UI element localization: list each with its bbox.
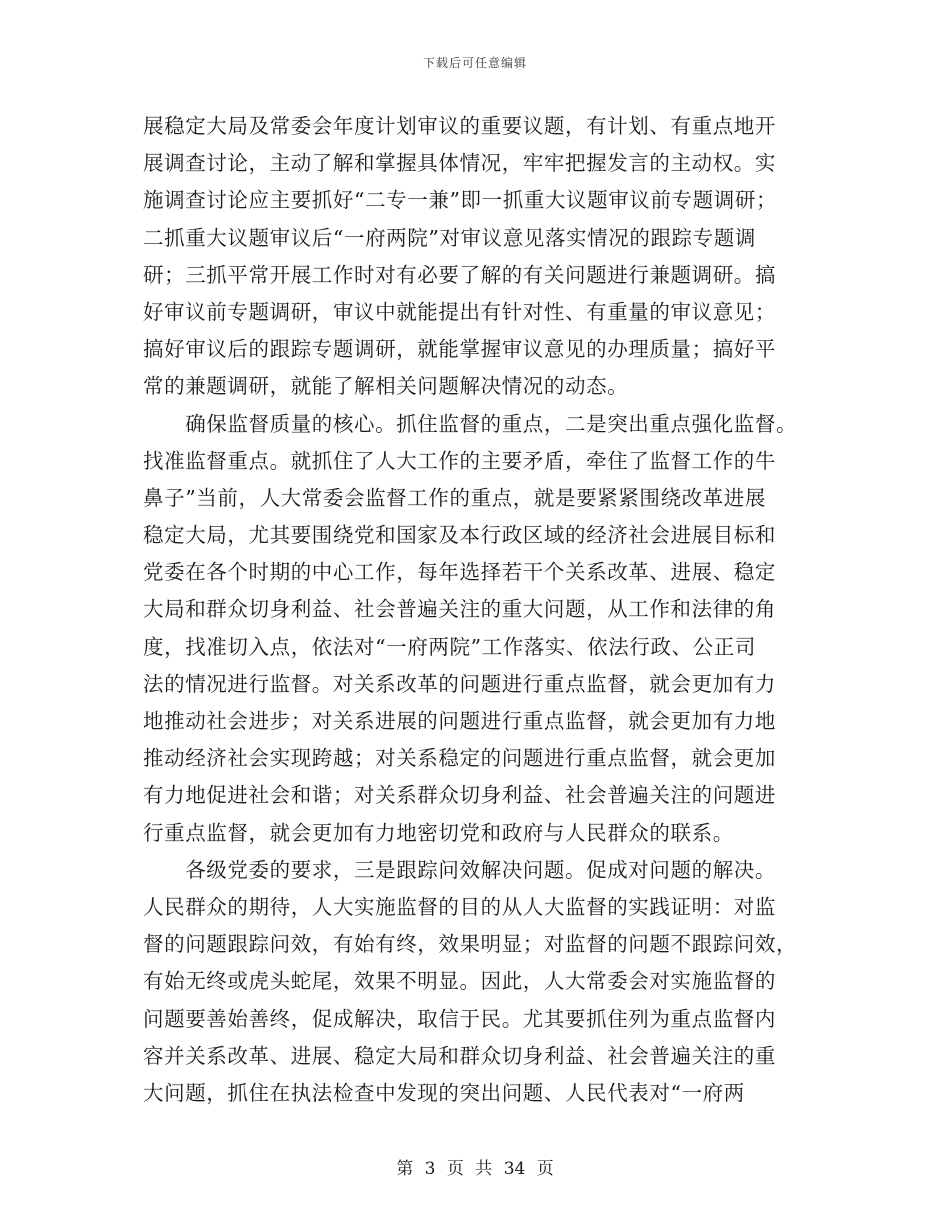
text-line: 法的情况进行监督。对关系改革的问题进行重点监督，就会更加有力 [143,671,776,696]
text-line: 人民群众的期待，人大实施监督的目的从人大监督的实践证明：对监 [143,894,776,919]
text-line: 研；三抓平常开展工作时对有必要了解的有关问题进行兼题调研。搞 [143,262,776,287]
text-line: 容并关系改革、进展、稳定大局和群众切身利益、社会普遍关注的重 [143,1043,776,1068]
text-line: 督的问题跟踪问效，有始有终，效果明显；对监督的问题不跟踪问效， [143,932,798,957]
text-line: 党委在各个时期的中心工作，每年选择若干个关系改革、进展、稳定 [143,560,776,585]
page-header: 下载后可任意编辑 [422,56,527,70]
text-line: 常的兼题调研，就能了解相关问题解决情况的动态。 [143,374,629,399]
text-line: 地推动社会进步；对关系进展的问题进行重点监督，就会更加有力地 [143,709,776,733]
text-line: 稳定大局，尤其要围绕党和国家及本行政区域的经济社会进展目标和 [143,523,776,548]
text-line: 度，找准切入点，依法对“一府两院”工作落实、依法行政、公正司 [143,634,756,659]
text-line: 找准监督重点。就抓住了人大工作的主要矛盾，牵住了监督工作的牛 [143,448,776,473]
text-line: 推动经济社会实现跨越；对关系稳定的问题进行重点监督，就会更加 [143,746,776,771]
text-line: 行重点监督，就会更加有力地密切党和政府与人民群众的联系。 [143,820,734,845]
text-line: 施调查讨论应主要抓好“二专一兼”即一抓重大议题审议前专题调研； [143,188,778,213]
page-number-footer: 第 3 页 共 34 页 [396,1159,554,1179]
text-line: 问题要善始善终，促成解决，取信于民。尤其要抓住列为重点监督内 [143,1006,776,1031]
text-line: 二抓重大议题审议后“一府两院”对审议意见落实情况的跟踪专题调 [143,225,756,250]
document-body [143,108,815,1112]
text-line: 展稳定大局及常委会年度计划审议的重要议题，有计划、有重点地开 [143,114,776,138]
text-line: 各级党委的要求，三是跟踪问效解决问题。促成对问题的解决。 [143,857,776,882]
text-line: 确保监督质量的核心。抓住监督的重点，二是突出重点强化监督。 [143,411,798,436]
text-line: 展调查讨论，主动了解和掌握具体情况，牢牢把握发言的主动权。实 [143,151,776,176]
text-line: 搞好审议后的跟踪专题调研，就能掌握审议意见的办理质量；搞好平 [143,337,776,362]
text-line: 鼻子”当前，人大常委会监督工作的重点，就是要紧紧围绕改革进展 [143,485,766,510]
text-line: 有力地促进社会和谐；对关系群众切身利益、社会普遍关注的问题进 [143,783,776,808]
text-line: 有始无终或虎头蛇尾，效果不明显。因此，人大常委会对实施监督的 [143,969,776,994]
text-line: 大问题，抓住在执法检查中发现的突出问题、人民代表对“一府两 [143,1080,745,1105]
text-line: 好审议前专题调研，审议中就能提出有针对性、有重量的审议意见； [143,299,776,324]
text-line: 大局和群众切身利益、社会普遍关注的重大问题，从工作和法律的角 [143,597,776,622]
